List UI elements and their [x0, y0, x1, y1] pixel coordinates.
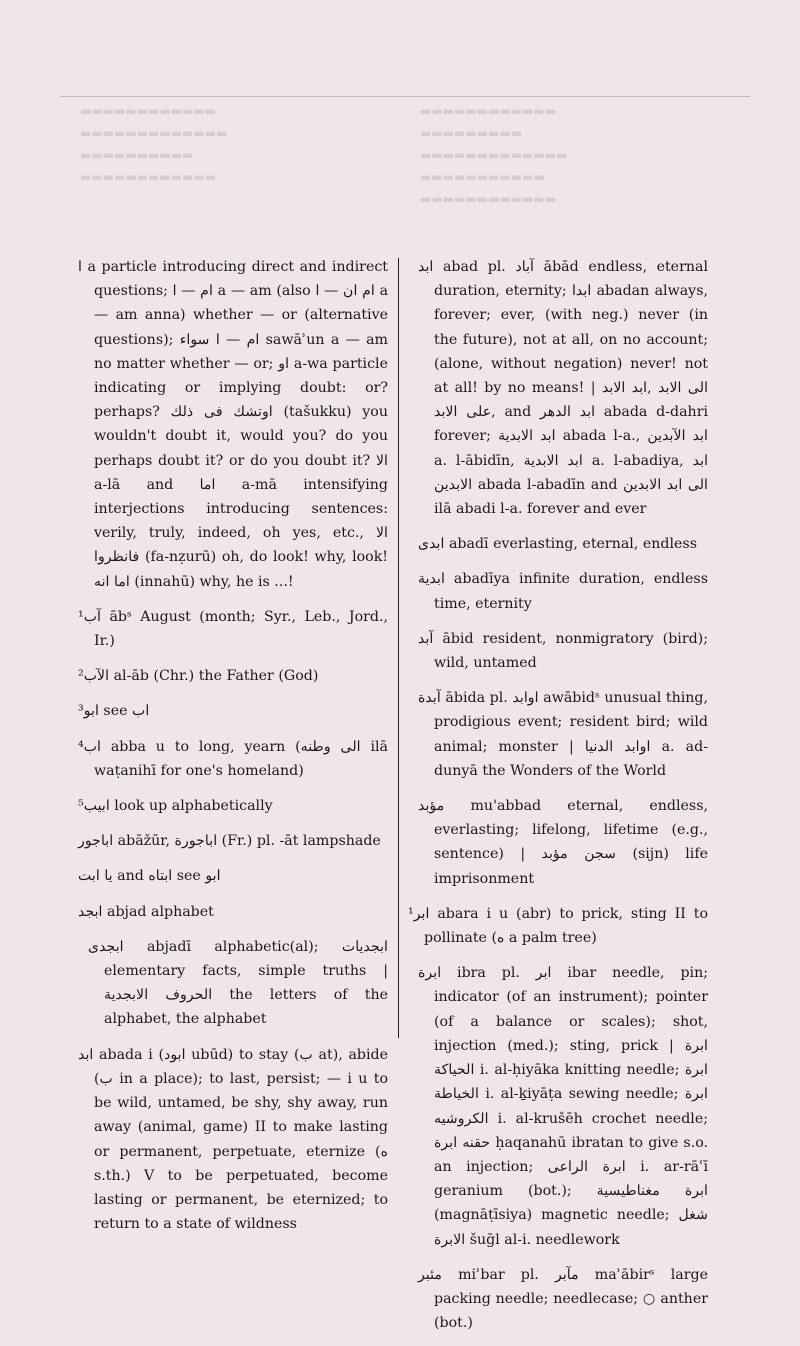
entry-al-ab: ²الآب al-āb (Chr.) the Father (God): [78, 668, 319, 685]
entry-mibar: مئبر miʾbar pl. مآبر maʾābirˢ large packing needle; needlecase; ○ anther (bot.): [418, 1266, 708, 1332]
entry-abada-verb: ابد abada i (ابود ubūd) to stay (ب at), abide (ب in a place); to last, persist; — i u to be wild, untamed, be shy, shy away, run away (animal, game) II to make lasting or permanent, perpetuate, eternize (ه s.th.) V to be perpetuated, become lasting or permanent, be eternized; to return to a state of wildness: [78, 1046, 389, 1233]
entry-abjad: ابجد abjad alphabet: [78, 903, 214, 920]
entry-abara: ¹ابر abara i u (abr) to prick, sting II to pollinate (ه a palm tree): [408, 905, 708, 947]
entry-ibra: ابرة ibra pl. ابر ibar needle, pin; indicator (of an instrument); pointer (of a balance or scales); shot, injection (med.); sting, prick | ابرة الحياكة i. al-ḥiyāka knitting needle; ابرة الخياطة i. al-ḵiyāṭa sewing needle; ابرة الكروشيه i. al-krušēh crochet needle; حقنه ابرة ḥaqanahū ibratan to give s.o. an injection; ابرة الراعى i. ar-rāʿī geranium (bot.); ابرة مغناطيسية (magnāṭīsiya) magnetic needle; شغل الابرة šuḡl al-i. needlework: [418, 965, 708, 1248]
column-divider: [398, 258, 399, 1038]
entry-abu-see: ³ابو see اب: [78, 703, 150, 720]
entry-ab-august: ¹آب ābˢ August (month; Syr., Leb., Jord., Ir.): [78, 608, 388, 650]
left-column: [78, 255, 388, 1247]
entry-abadi: ابدى abadī everlasting, eternal, endless: [418, 536, 697, 553]
entry-abazur: اباجور abāžūr, اباجورة (Fr.) pl. -āt lampshade: [78, 833, 381, 850]
entry-abba: ⁴اب abba u to long, yearn (الى وطنه ilā waṭanihī for one's homeland): [78, 738, 389, 779]
bleed-through-text: ▬▬▬▬▬▬▬▬▬▬▬▬ ▬▬▬▬▬▬▬▬▬ ▬▬▬▬▬▬▬▬▬▬▬▬▬ ▬▬▬▬▬▬▬▬▬▬▬ ▬▬▬▬▬▬▬▬▬▬▬▬ ▬▬▬▬▬▬▬▬▬▬▬▬ ▬▬▬▬▬▬▬▬▬▬▬▬▬ ▬▬▬▬▬▬▬▬▬▬ ▬▬▬▬▬▬▬▬▬▬▬▬: [80, 104, 568, 206]
entry-ya-abati: يا ابت and ابتاه see ابو: [78, 868, 221, 885]
entry-abida: آبدة ābida pl. اوابد awābidˢ unusual thing, prodigious event; resident bird; wild animal; monster | اوابد الدنيا a. ad-dunyā the Wonders of the World: [418, 690, 709, 779]
entry-abjadi: ابجدى abjadī alphabetic(al); ابجديات elementary facts, simple truths | الحروف الابجدية the letters of the alphabet, the alphabet: [88, 938, 388, 1028]
entry-hamza-particle: ا a particle introducing direct and indirect questions; ام — ا a — am (also ام ان — ا a — am anna) whether — or (alternative questions); ام — ا سواء sawāʾun a — am no matter whether — or; او a-wa particle indicating or implying doubt: or? perhaps? اوتشك فى ذلك (tašukku) you wouldn't doubt it, would you? do you perhaps doubt it? or do you doubt it? الا a-lā and اما a-mā intensifying interjections introducing sentences: verily, truly, indeed, oh yes, etc., الا فانظروا (fa-nẓurū) oh, do look! why, look! اما انه (innahū) why, he is ...!: [78, 259, 389, 590]
entry-muabbad: مؤبد mu'abbad eternal, endless, everlasting; lifelong, lifetime (e.g., sentence) | سجن مؤبد (sijn) life imprisonment: [418, 798, 708, 887]
entry-abib: ⁵ابيب look up alphabetically: [78, 798, 273, 815]
entry-abid: آبد ābid resident, nonmigratory (bird); wild, untamed: [418, 630, 708, 672]
entry-abad: ابد abad pl. آباد ābād endless, eternal duration, eternity; ابدا abadan always, forever; ever, (with neg.) never (in the future), not at all, on no account; (alone, without negation) never! not at all! by no means! | الى الابد ,ابد الابد ,على الابد and ابد الدهر abada d-dahri forever; ابد الابدية abada l-a., ابد الآبدين a. l-ābidīn, ابد الابدية a. l-abadiya, ابد الابدين abada l-abadīn and الى ابد الابدين ilā abadi l-a. forever and ever: [418, 259, 709, 518]
right-column: [408, 255, 708, 1346]
entry-abadiya: ابدية abadīya infinite duration, endless time, eternity: [418, 571, 708, 612]
header-rule: [60, 96, 750, 97]
